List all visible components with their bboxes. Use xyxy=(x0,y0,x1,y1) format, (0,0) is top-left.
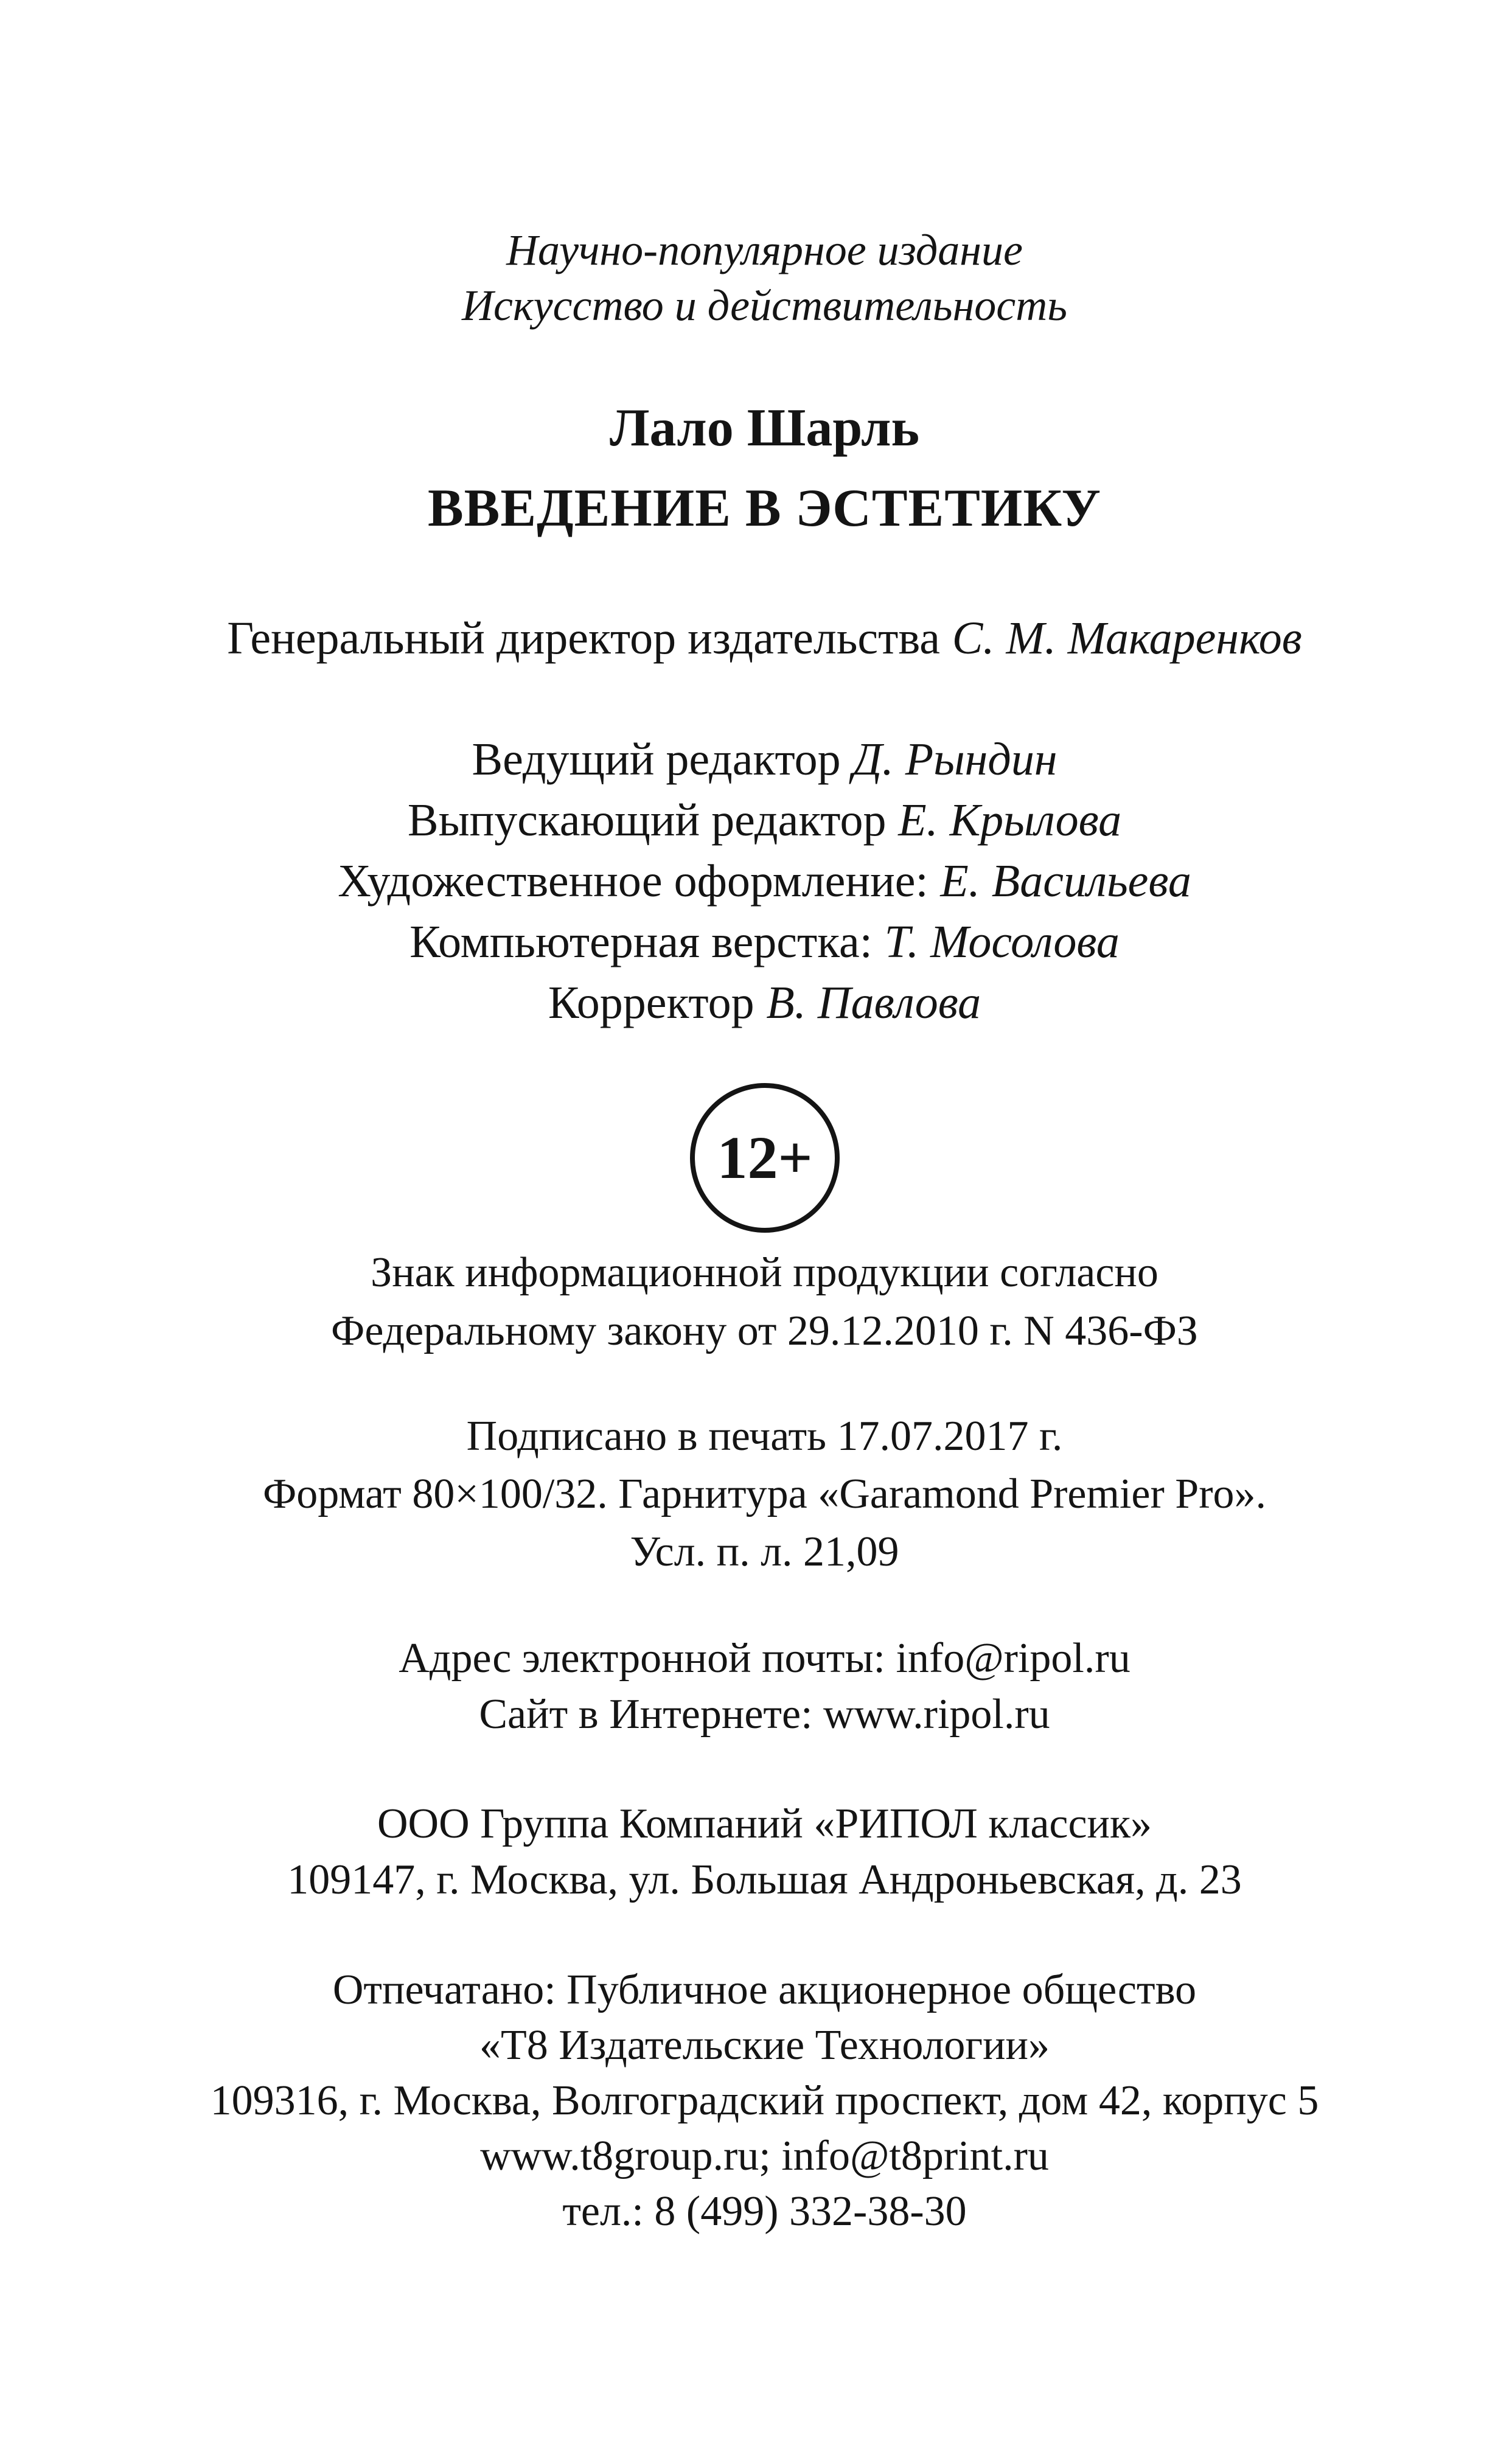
publisher-info xyxy=(17,1796,1512,1908)
staff-credit xyxy=(17,972,1512,1033)
contact-website: Сайт в Интернете: www.ripol.ru xyxy=(479,1691,1050,1738)
staff-name: Д. Рындин xyxy=(852,734,1057,785)
director-role: Генеральный директор издательства xyxy=(227,613,940,664)
staff-credit xyxy=(17,851,1512,911)
author-name: Лало Шарль xyxy=(609,399,919,458)
print-date: Подписано в печать 17.07.2017 г. xyxy=(466,1413,1063,1460)
print-format: Формат 80×100/32. Гарнитура «Garamond Premier Pro». xyxy=(262,1471,1267,1517)
staff-credit xyxy=(17,911,1512,972)
director-name: С. М. Макаренков xyxy=(952,613,1302,664)
staff-role: Корректор xyxy=(548,977,754,1028)
staff-role: Ведущий редактор xyxy=(472,734,841,785)
staff-credit xyxy=(17,790,1512,851)
staff-role: Компьютерная верстка: xyxy=(409,916,873,967)
print-info xyxy=(17,1407,1512,1581)
printer-address: 109316, г. Москва, Волгоградский проспект, дом 42, корпус 5 xyxy=(210,2077,1319,2124)
staff-role: Выпускающий редактор xyxy=(407,795,887,846)
age-rating-label: 12+ xyxy=(717,1124,813,1191)
print-sheets: Усл. п. л. 21,09 xyxy=(630,1528,899,1575)
publisher-address: 109147, г. Москва, ул. Большая Андроньевская, д. 23 xyxy=(287,1856,1242,1903)
staff-name: В. Павлова xyxy=(766,977,981,1028)
age-rating-badge xyxy=(690,1083,840,1233)
staff-credit xyxy=(17,729,1512,790)
printer-web: www.t8group.ru; info@t8print.ru xyxy=(480,2133,1049,2179)
printer-phone: тел.: 8 (499) 332-38-30 xyxy=(562,2188,967,2235)
staff-name: Е. Васильева xyxy=(940,855,1191,907)
contact-email: Адрес электронной почты: info@ripol.ru xyxy=(399,1635,1131,1682)
book-title: ВВЕДЕНИЕ В ЭСТЕТИКУ xyxy=(427,479,1101,538)
printer-line: Отпечатано: Публичное акционерное общество xyxy=(332,1967,1197,2013)
series-info xyxy=(17,223,1512,333)
staff-name: Е. Крылова xyxy=(898,795,1122,846)
rating-notice xyxy=(17,1244,1512,1360)
rating-notice-line: Знак информационной продукции согласно xyxy=(371,1249,1158,1296)
staff-role: Художественное оформление: xyxy=(338,855,928,907)
series-name: Искусство и действительность xyxy=(461,281,1068,330)
printer-name: «Т8 Издательские Технологии» xyxy=(479,2022,1050,2069)
director-credit xyxy=(17,609,1512,667)
staff-name: Т. Мосолова xyxy=(884,916,1120,967)
contacts xyxy=(17,1631,1512,1743)
staff-credits xyxy=(17,729,1512,1033)
printer-info xyxy=(17,1962,1512,2239)
rating-notice-line: Федеральному закону от 29.12.2010 г. N 436-ФЗ xyxy=(331,1308,1198,1354)
publisher-name: ООО Группа Компаний «РИПОЛ классик» xyxy=(377,1800,1152,1847)
series-type: Научно-популярное издание xyxy=(506,226,1023,274)
